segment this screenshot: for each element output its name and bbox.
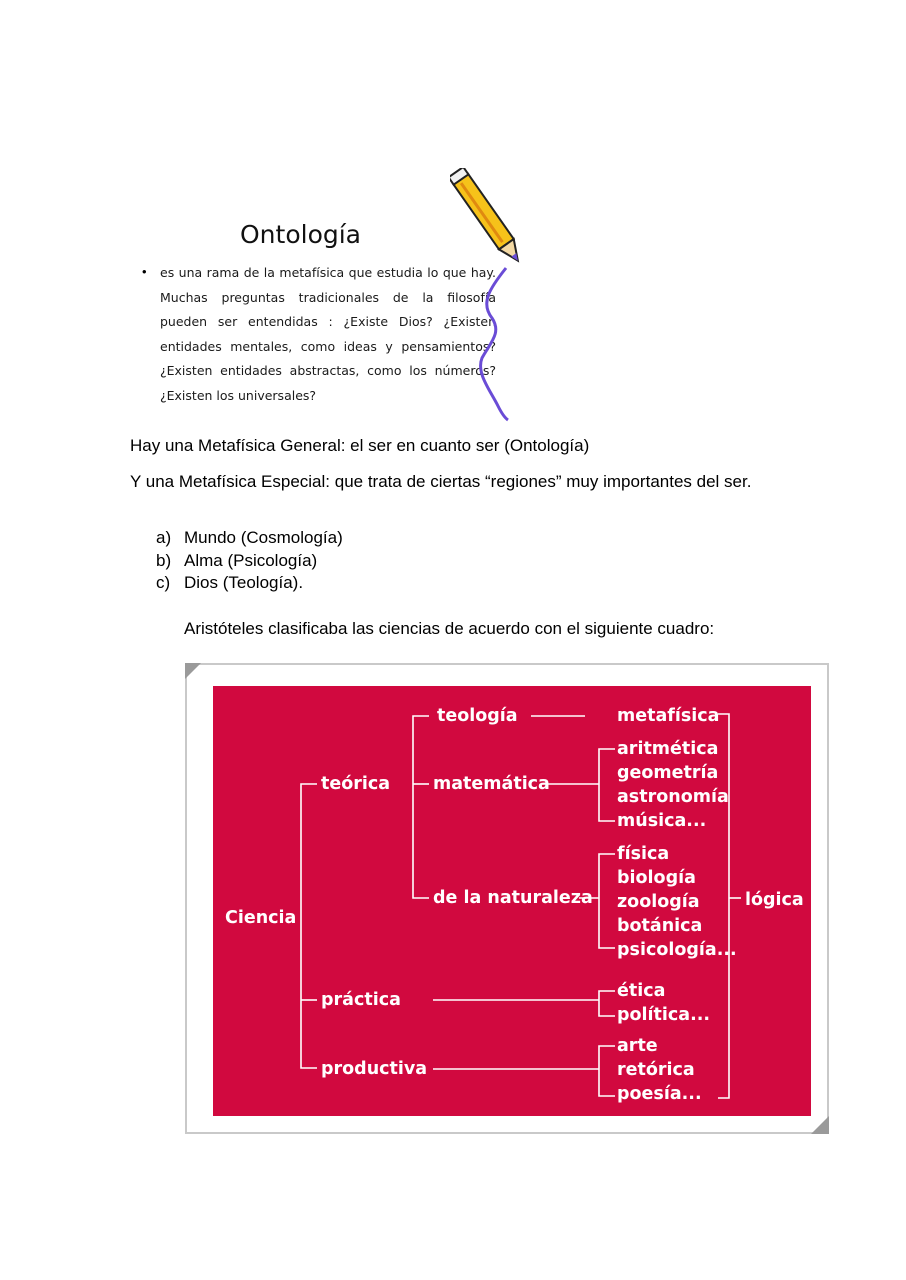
label-logica: lógica <box>745 890 804 910</box>
branch-teologia: teología <box>437 706 518 726</box>
sciences-diagram <box>213 686 811 1116</box>
item-metafisica: metafísica <box>617 706 720 726</box>
list-item <box>156 572 343 595</box>
frame-corner-decoration <box>185 663 201 679</box>
branch-matematica: matemática <box>433 774 550 794</box>
list-marker: c) <box>156 573 171 592</box>
frame-corner-decoration <box>811 1116 829 1134</box>
diagram-intro: Aristóteles clasificaba las ciencias de acuerdo con el siguiente cuadro: <box>184 619 715 638</box>
branch-practica: práctica <box>321 990 401 1010</box>
list-marker: b) <box>156 550 172 570</box>
regions-list <box>156 527 343 595</box>
branch-teorica: teórica <box>321 774 391 794</box>
branch-naturaleza: de la naturaleza <box>433 888 593 908</box>
item-geometria: geometría <box>617 763 719 783</box>
list-item-text: Alma (Psicología) <box>184 550 318 570</box>
metaphysics-general-paragraph: Hay una Metafísica General: el ser en cuanto ser (Ontología) <box>130 436 590 455</box>
item-biologia: biología <box>617 868 696 888</box>
item-aritmetica: aritmética <box>617 739 719 759</box>
bullet-marker: • <box>142 264 147 279</box>
ontology-text: es una rama de la metafísica que estudia lo que hay. Muchas preguntas tradicionales de la filosofía pueden ser entendidas : ¿Existe Dios? ¿Existen entidades mentales, como ideas y pensamientos? ¿Existen entidades abstractas, como los números? ¿Existen los universales? <box>160 265 496 403</box>
item-psicologia: psicología... <box>617 940 737 960</box>
item-botanica: botánica <box>617 916 703 936</box>
item-arte: arte <box>617 1036 658 1056</box>
item-musica: música... <box>617 811 707 831</box>
list-item <box>156 527 343 550</box>
ontology-title: Ontología <box>240 220 361 249</box>
item-politica: política... <box>617 1005 711 1025</box>
list-item <box>156 550 343 573</box>
item-fisica: física <box>617 844 670 864</box>
metaphysics-special-paragraph: Y una Metafísica Especial: que trata de ciertas “regiones” muy importantes del ser. <box>130 472 752 491</box>
list-item-text: Mundo (Cosmología) <box>184 528 343 547</box>
ontology-card <box>130 168 530 423</box>
item-retorica: retórica <box>617 1060 695 1080</box>
root-label-ciencia: Ciencia <box>225 908 297 928</box>
list-item-text: Dios (Teología). <box>184 573 304 592</box>
pencil-icon <box>450 168 530 423</box>
item-astronomia: astronomía <box>617 787 729 807</box>
item-poesia: poesía... <box>617 1084 702 1104</box>
list-marker: a) <box>156 528 172 547</box>
item-zoologia: zoología <box>617 892 700 912</box>
item-etica: ética <box>617 981 666 1001</box>
branch-productiva: productiva <box>321 1059 428 1079</box>
